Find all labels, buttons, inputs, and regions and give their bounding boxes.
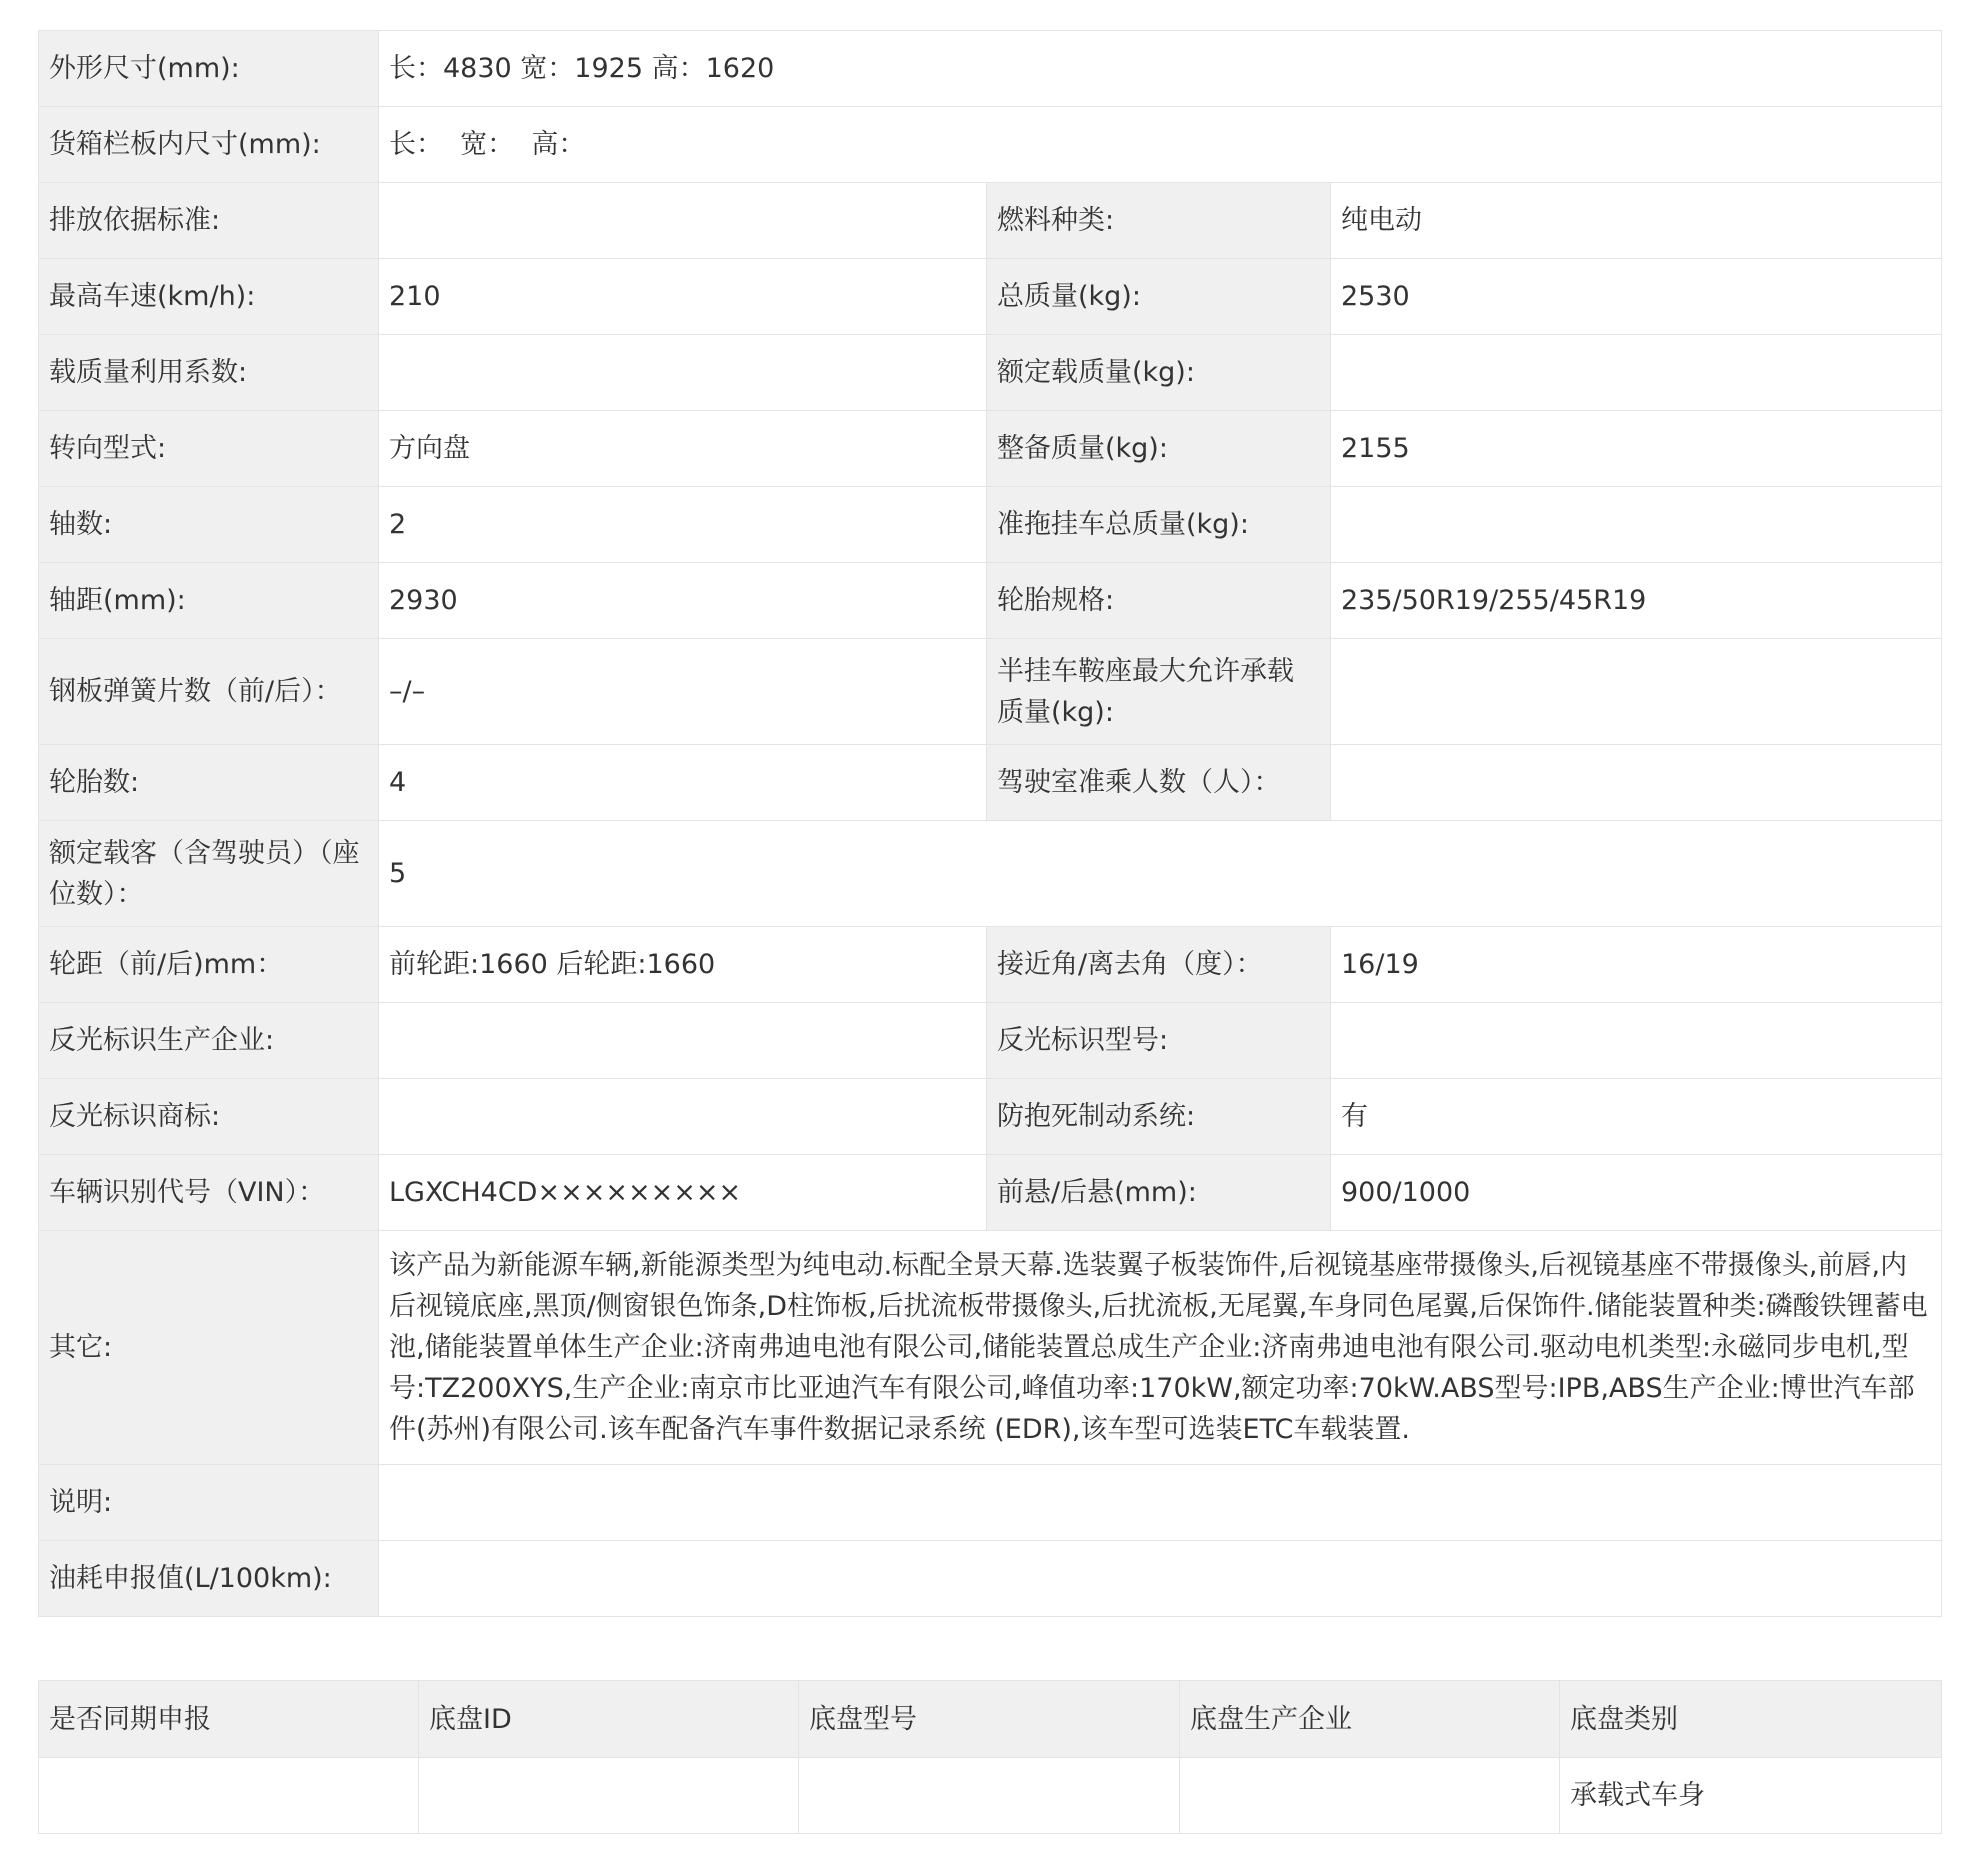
vin-label: 车辆识别代号（VIN）：	[39, 1155, 379, 1231]
approach-angle-label: 接近角/离去角（度）：	[987, 927, 1331, 1003]
spec-row-axles	[39, 487, 1942, 563]
rated-load-value	[1331, 335, 1942, 411]
overhang-value: 900/1000	[1331, 1155, 1942, 1231]
trailer-mass-value	[1331, 487, 1942, 563]
reflector-model-value	[1331, 1003, 1942, 1079]
cargo-dimensions-value: 长： 宽： 高：	[379, 107, 1942, 183]
seats-label: 额定载客（含驾驶员）（座位数）：	[39, 821, 379, 927]
chassis-id-cell	[419, 1758, 799, 1834]
chassis-header-manufacturer: 底盘生产企业	[1180, 1681, 1560, 1758]
spec-row-load	[39, 335, 1942, 411]
fuel-consumption-label: 油耗申报值(L/100km):	[39, 1541, 379, 1617]
spec-row-other	[39, 1231, 1942, 1465]
note-label: 说明:	[39, 1465, 379, 1541]
abs-value: 有	[1331, 1079, 1942, 1155]
spec-row-wheelbase	[39, 563, 1942, 639]
saddle-load-value	[1331, 639, 1942, 745]
cab-passengers-label: 驾驶室准乘人数（人）：	[987, 745, 1331, 821]
chassis-same-period-cell	[39, 1758, 419, 1834]
axles-value: 2	[379, 487, 987, 563]
tire-count-value: 4	[379, 745, 987, 821]
spec-row-reflect-maker	[39, 1003, 1942, 1079]
load-utilization-value	[379, 335, 987, 411]
curb-mass-value: 2155	[1331, 411, 1942, 487]
chassis-header-same-period: 是否同期申报	[39, 1681, 419, 1758]
steering-value: 方向盘	[379, 411, 987, 487]
spec-row-speed-mass	[39, 259, 1942, 335]
chassis-header-id: 底盘ID	[419, 1681, 799, 1758]
abs-label: 防抱死制动系统:	[987, 1079, 1331, 1155]
max-speed-label: 最高车速(km/h):	[39, 259, 379, 335]
spec-row-track	[39, 927, 1942, 1003]
other-label: 其它:	[39, 1231, 379, 1465]
vehicle-spec-table	[38, 30, 1942, 1617]
axles-label: 轴数:	[39, 487, 379, 563]
trailer-mass-label: 准拖挂车总质量(kg):	[987, 487, 1331, 563]
leaf-spring-label: 钢板弹簧片数（前/后）：	[39, 639, 379, 745]
spec-row-tire-count	[39, 745, 1942, 821]
leaf-spring-value: –/–	[379, 639, 987, 745]
tire-spec-label: 轮胎规格:	[987, 563, 1331, 639]
chassis-header-model: 底盘型号	[799, 1681, 1180, 1758]
spec-row-reflect-brand	[39, 1079, 1942, 1155]
vin-value: LGXCH4CD×××××××××	[379, 1155, 987, 1231]
wheelbase-value: 2930	[379, 563, 987, 639]
dimensions-value: 长：4830 宽：1925 高：1620	[379, 31, 1942, 107]
steering-label: 转向型式:	[39, 411, 379, 487]
gross-mass-value: 2530	[1331, 259, 1942, 335]
track-label: 轮距（前/后)mm：	[39, 927, 379, 1003]
chassis-header-row	[39, 1681, 1942, 1758]
approach-angle-value: 16/19	[1331, 927, 1942, 1003]
tire-count-label: 轮胎数:	[39, 745, 379, 821]
dimensions-label: 外形尺寸(mm):	[39, 31, 379, 107]
spec-row-fuel-consumption	[39, 1541, 1942, 1617]
tire-spec-value: 235/50R19/255/45R19	[1331, 563, 1942, 639]
chassis-manufacturer-cell	[1180, 1758, 1560, 1834]
overhang-label: 前悬/后悬(mm):	[987, 1155, 1331, 1231]
chassis-header-category: 底盘类别	[1560, 1681, 1942, 1758]
spec-row-note	[39, 1465, 1942, 1541]
fuel-type-label: 燃料种类:	[987, 183, 1331, 259]
spec-row-cargo	[39, 107, 1942, 183]
rated-load-label: 额定载质量(kg):	[987, 335, 1331, 411]
spec-row-emission-fuel	[39, 183, 1942, 259]
load-utilization-label: 载质量利用系数:	[39, 335, 379, 411]
chassis-category-cell: 承载式车身	[1560, 1758, 1942, 1834]
reflector-brand-value	[379, 1079, 987, 1155]
fuel-type-value: 纯电动	[1331, 183, 1942, 259]
note-value	[379, 1465, 1942, 1541]
chassis-model-cell	[799, 1758, 1180, 1834]
chassis-data-row	[39, 1758, 1942, 1834]
spec-row-dimensions	[39, 31, 1942, 107]
other-value: 该产品为新能源车辆,新能源类型为纯电动.标配全景天幕.选装翼子板装饰件,后视镜基座带摄像头,后视镜基座不带摄像头,前唇,内后视镜底座,黑顶/侧窗银色饰条,D柱饰板,后扰流板带摄像头,后扰流板,无尾翼,车身同色尾翼,后保饰件.储能装置种类:磷酸铁锂蓄电池,储能装置单体生产企业:济南弗迪电池有限公司,储能装置总成生产企业:济南弗迪电池有限公司.驱动电机类型:永磁同步电机,型号:TZ200XYS,生产企业:南京市比亚迪汽车有限公司,峰值功率:170kW,额定功率:70kW.ABS型号:IPB,ABS生产企业:博世汽车部件(苏州)有限公司.该车配备汽车事件数据记录系统 (EDR),该车型可选装ETC车载装置.	[379, 1231, 1942, 1465]
emission-standard-value	[379, 183, 987, 259]
cab-passengers-value	[1331, 745, 1942, 821]
reflector-model-label: 反光标识型号:	[987, 1003, 1331, 1079]
spec-row-vin	[39, 1155, 1942, 1231]
track-value: 前轮距:1660 后轮距:1660	[379, 927, 987, 1003]
wheelbase-label: 轴距(mm):	[39, 563, 379, 639]
emission-standard-label: 排放依据标准:	[39, 183, 379, 259]
reflector-maker-value	[379, 1003, 987, 1079]
spec-row-seats	[39, 821, 1942, 927]
gross-mass-label: 总质量(kg):	[987, 259, 1331, 335]
reflector-brand-label: 反光标识商标:	[39, 1079, 379, 1155]
curb-mass-label: 整备质量(kg):	[987, 411, 1331, 487]
reflector-maker-label: 反光标识生产企业:	[39, 1003, 379, 1079]
spec-row-leaf-spring	[39, 639, 1942, 745]
max-speed-value: 210	[379, 259, 987, 335]
cargo-dimensions-label: 货箱栏板内尺寸(mm):	[39, 107, 379, 183]
saddle-load-label: 半挂车鞍座最大允许承载质量(kg):	[987, 639, 1331, 745]
seats-value: 5	[379, 821, 1942, 927]
spec-row-steering	[39, 411, 1942, 487]
chassis-table	[38, 1680, 1942, 1834]
fuel-consumption-value	[379, 1541, 1942, 1617]
